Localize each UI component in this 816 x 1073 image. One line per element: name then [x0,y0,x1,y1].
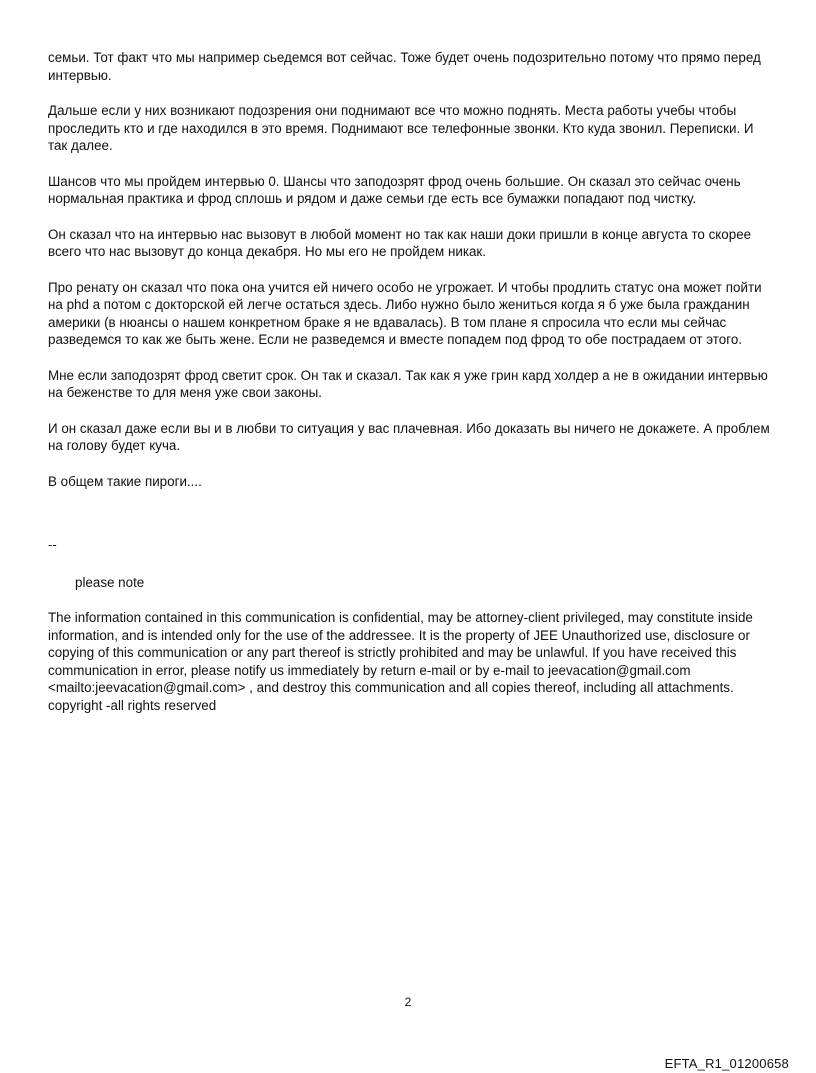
body-paragraph: Про ренату он сказал что пока она учится ей ничего особо не угрожает. И чтобы продлить статус она может пойти на phd а потом с докторской ей легче остаться здесь. Либо нужно было жениться когда я б уже была гражданин америки (в нюансы о нашем конкретном браке я не вдавалась). В том плане я спросила что если мы сейчас разведемся то как же быть жене. Если не разведемся и вместе попадем под фрод то обе пострадаем от этого. [48,279,762,347]
body-paragraph: В общем такие пироги.... [48,473,202,489]
body-paragraph: Мне если заподозрят фрод светит срок. Он так и сказал. Так как я уже грин кард холдер а не в ожидании интервью на беженстве то для меня уже свои законы. [48,367,768,400]
body-paragraph: Он сказал что на интервью нас вызовут в любой момент но так как наши доки пришли в конце августа то скорее всего что нас вызовут до конца декабря. Но мы его не пройдем никак. [48,226,752,259]
body-paragraph: И он сказал даже если вы и в любви то ситуация у вас плачевная. Ибо доказать вы ничего не докажете. А проблем на голову будет куча. [48,420,770,453]
body-paragraph: семьи. Тот факт что мы например сьедемся вот сейчас. Тоже будет очень подозрительно потому что прямо перед интервью. [48,50,761,83]
body-paragraph: Шансов что мы пройдем интервью 0. Шансы что заподозрят фрод очень большие. Он сказал это сейчас очень нормальная практика и фрод сплошь и рядом и даже семьи где есть все бумажки попадают под чистку. [48,173,741,206]
confidentiality-disclaimer: The information contained in this communication is confidential, may be attorney-client privileged, may constitute inside information, and is intended only for the use of the addressee. It is the property of JEE Unauthorized use, disclosure or copying of this communication or any part thereof is strictly prohibited and may be unlawful. If you have received this communication in error, please notify us immediately by return e-mail or by e-mail to jeevacation@gmail.com <mailto:jeevacation@gmail.com> , and destroy this communication and all copies thereof, including all attachments. copyright -all rights reserved [48,610,753,713]
document-id: EFTA_R1_01200658 [664,1056,789,1071]
page-number: 2 [404,995,412,1009]
email-body [48,49,773,714]
signature-separator: -- [48,537,57,552]
note-label: please note [75,574,145,590]
body-paragraph: Дальше если у них возникают подозрения они поднимают все что можно поднять. Места работы учебы чтобы проследить кто и где находился в это время. Поднимают все телефонные звонки. Кто куда звонил. Переписки. И так далее. [48,103,754,153]
